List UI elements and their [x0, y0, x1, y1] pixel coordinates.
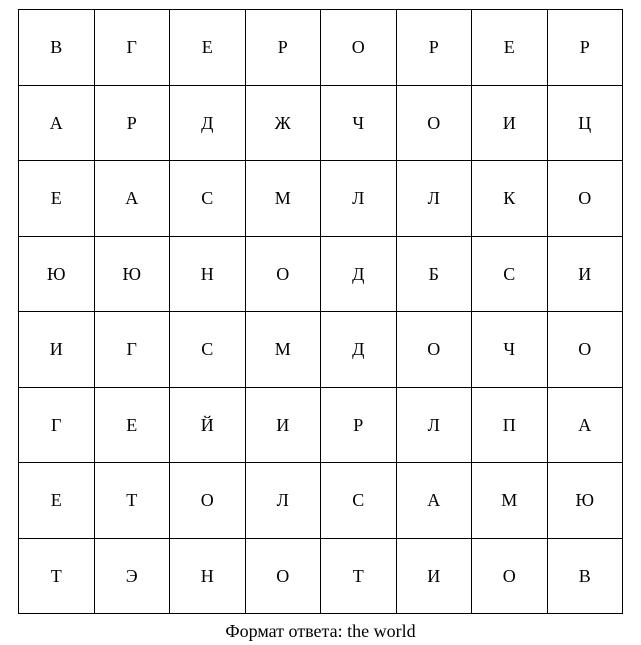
grid-cell: О [547, 161, 623, 237]
letter-grid [18, 9, 623, 614]
grid-cell: Т [19, 538, 95, 614]
grid-row [19, 236, 623, 312]
grid-cell: О [245, 538, 321, 614]
grid-cell: Л [321, 161, 397, 237]
grid-cell: М [245, 312, 321, 388]
grid-cell: О [547, 312, 623, 388]
grid-row [19, 312, 623, 388]
grid-cell: Д [170, 85, 246, 161]
grid-cell: Е [94, 387, 170, 463]
grid-cell: Р [396, 10, 472, 86]
grid-cell: О [396, 85, 472, 161]
grid-row [19, 387, 623, 463]
grid-row [19, 85, 623, 161]
grid-cell: Й [170, 387, 246, 463]
grid-cell: Е [19, 161, 95, 237]
grid-cell: И [245, 387, 321, 463]
grid-cell: Р [94, 85, 170, 161]
grid-cell: О [321, 10, 397, 86]
grid-cell: Ч [472, 312, 548, 388]
grid-cell: А [547, 387, 623, 463]
grid-cell: Г [94, 10, 170, 86]
grid-cell: К [472, 161, 548, 237]
grid-cell: М [245, 161, 321, 237]
grid-cell: М [472, 463, 548, 539]
grid-cell: С [472, 236, 548, 312]
grid-row [19, 10, 623, 86]
grid-cell: Л [396, 161, 472, 237]
grid-cell: Б [396, 236, 472, 312]
grid-cell: Е [472, 10, 548, 86]
grid-cell: Н [170, 538, 246, 614]
grid-cell: Г [19, 387, 95, 463]
grid-cell: В [19, 10, 95, 86]
grid-cell: И [396, 538, 472, 614]
grid-cell: Ю [19, 236, 95, 312]
grid-cell: Л [396, 387, 472, 463]
grid-cell: Е [170, 10, 246, 86]
answer-format-caption: Формат ответа: the world [225, 621, 416, 641]
grid-cell: Л [245, 463, 321, 539]
grid-cell: И [19, 312, 95, 388]
grid-cell: А [396, 463, 472, 539]
grid-cell: О [245, 236, 321, 312]
grid-cell: Е [19, 463, 95, 539]
grid-cell: Д [321, 312, 397, 388]
grid-cell: Н [170, 236, 246, 312]
grid-cell: О [170, 463, 246, 539]
grid-cell: Ю [94, 236, 170, 312]
grid-cell: О [472, 538, 548, 614]
grid-cell: Т [321, 538, 397, 614]
grid-cell: П [472, 387, 548, 463]
grid-cell: Р [245, 10, 321, 86]
grid-cell: Ц [547, 85, 623, 161]
grid-cell: Р [321, 387, 397, 463]
grid-cell: Р [547, 10, 623, 86]
grid-cell: О [396, 312, 472, 388]
grid-cell: С [170, 161, 246, 237]
grid-cell: В [547, 538, 623, 614]
grid-cell: А [94, 161, 170, 237]
grid-cell: С [170, 312, 246, 388]
grid-row [19, 538, 623, 614]
grid-cell: Г [94, 312, 170, 388]
grid-row [19, 463, 623, 539]
grid-cell: И [547, 236, 623, 312]
grid-cell: Ж [245, 85, 321, 161]
grid-cell: Ч [321, 85, 397, 161]
grid-row [19, 161, 623, 237]
grid-cell: С [321, 463, 397, 539]
grid-cell: Т [94, 463, 170, 539]
grid-cell: А [19, 85, 95, 161]
grid-cell: Д [321, 236, 397, 312]
grid-cell: И [472, 85, 548, 161]
grid-cell: Э [94, 538, 170, 614]
grid-cell: Ю [547, 463, 623, 539]
